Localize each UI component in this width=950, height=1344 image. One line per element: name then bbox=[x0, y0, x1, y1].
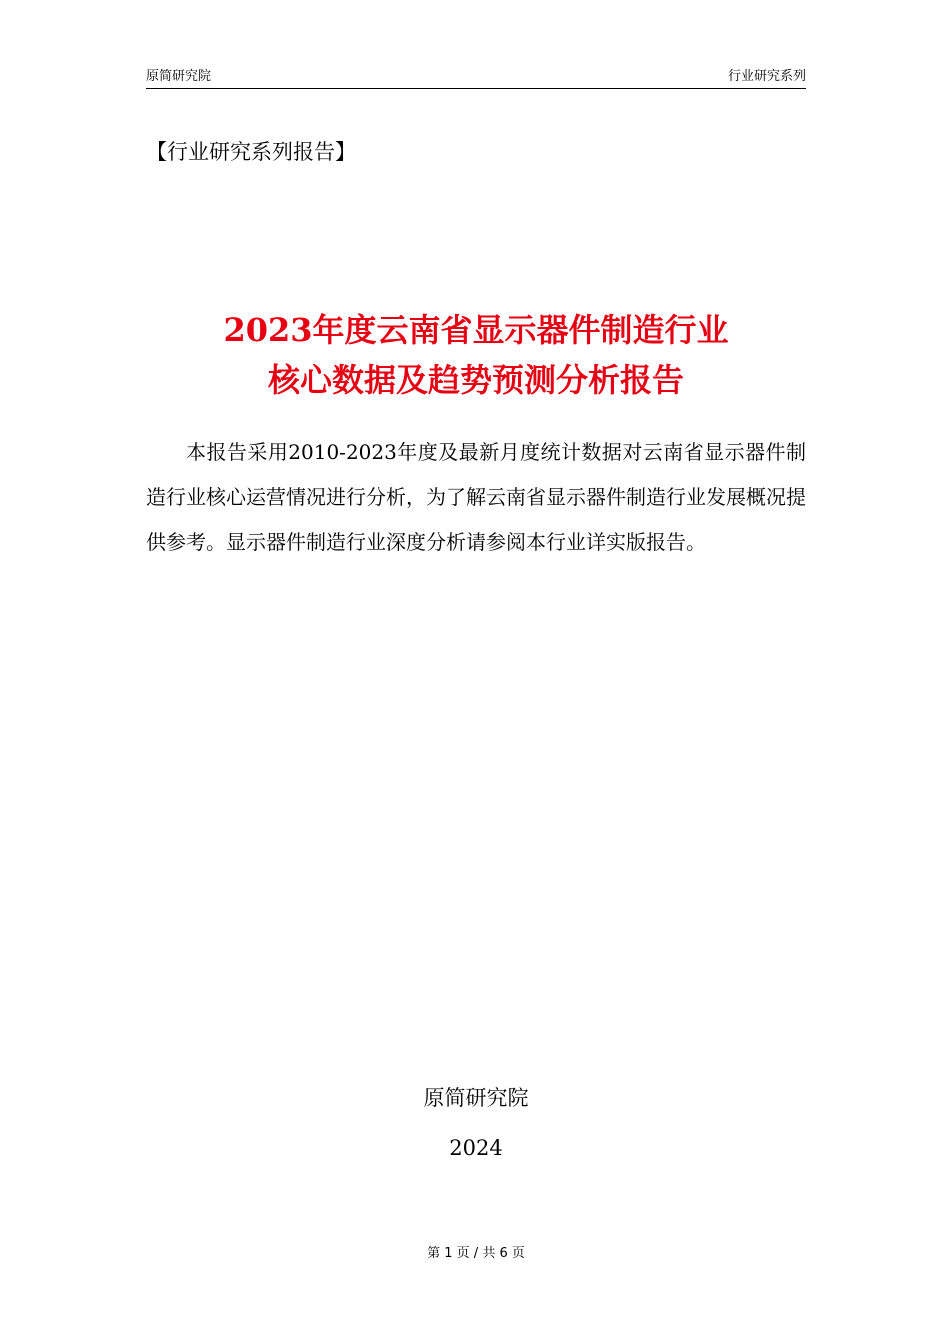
page-header bbox=[146, 66, 806, 89]
publisher-name: 原简研究院 bbox=[423, 1086, 529, 1110]
header-series: 行业研究系列 bbox=[727, 69, 806, 84]
report-title bbox=[146, 305, 806, 405]
header-publisher: 原简研究院 bbox=[146, 69, 212, 84]
report-title-line-1: 2023年度云南省显示器件制造行业 bbox=[223, 311, 729, 349]
abstract-paragraph: 本报告采用2010-2023年度及最新月度统计数据对云南省显示器件制造行业核心运营情况进行分析，为了解云南省显示器件制造行业发展概况提供参考。显示器件制造行业深度分析请参阅本行业详实版报告。 bbox=[146, 440, 806, 554]
page-number: 第 1 页 / 共 6 页 bbox=[427, 1246, 525, 1261]
publication-year: 2024 bbox=[449, 1136, 503, 1160]
report-title-line-2: 核心数据及趋势预测分析报告 bbox=[267, 361, 684, 399]
series-label: 【行业研究系列报告】 bbox=[146, 140, 356, 164]
